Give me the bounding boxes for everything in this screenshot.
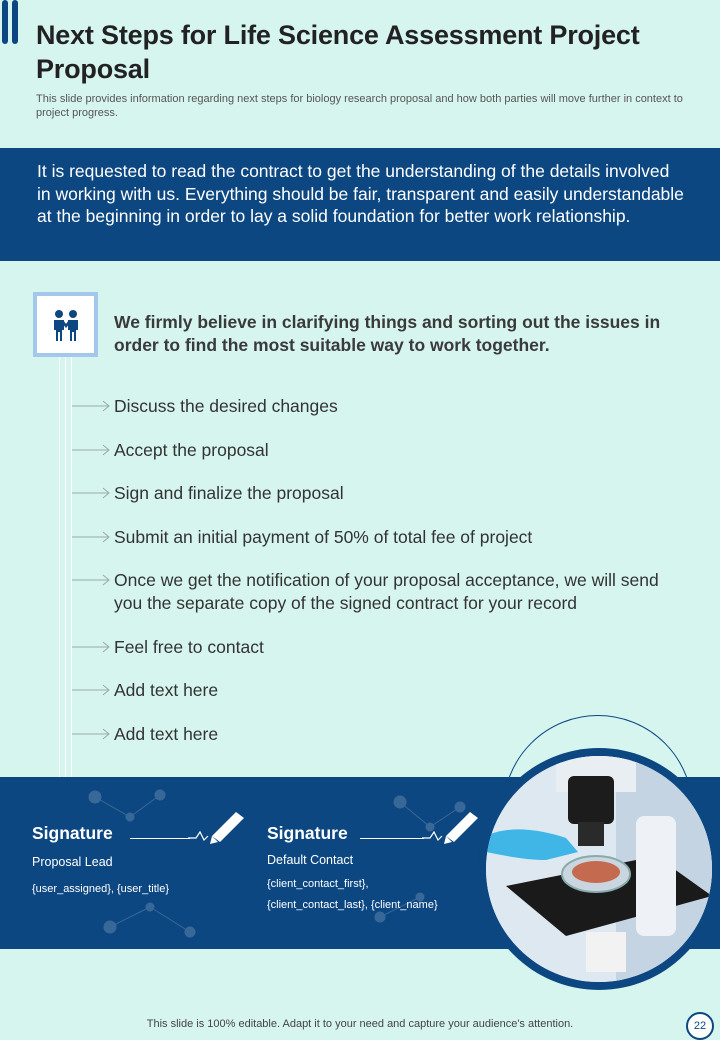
handshake-icon-box	[33, 292, 98, 357]
page-number: 22	[686, 1012, 714, 1040]
arrow-right-icon	[72, 531, 112, 543]
intro-text: It is requested to read the contract to get the understanding of the details involved in working with us. Everything should be fair, transparent and easily understandable at the beginning in order to lay a solid foundation for better work relationship.	[37, 161, 684, 226]
timeline-line	[59, 357, 60, 777]
signature-heading: Signature	[267, 823, 348, 843]
step-item: Submit an initial payment of 50% of total fee of project	[114, 527, 533, 547]
pen-signature-icon	[422, 808, 482, 844]
microscope-photo	[486, 756, 712, 982]
step-item: Add text here	[114, 680, 219, 700]
signature-role: Default Contact	[267, 853, 354, 867]
signature-line	[130, 838, 190, 839]
page-subtitle: This slide provides information regarding next steps for biology research proposal and how both parties will move further in context to project progress.	[36, 93, 683, 119]
step-item: Discuss the desired changes	[114, 396, 338, 416]
signature-line	[360, 838, 424, 839]
signature-fields: {user_assigned}, {user_title}	[32, 883, 169, 895]
pen-signature-icon	[188, 808, 248, 844]
timeline-line	[65, 357, 66, 777]
step-item: Sign and finalize the proposal	[114, 483, 344, 503]
arrow-right-icon	[72, 400, 112, 412]
page-title: Next Steps for Life Science Assessment Project Proposal	[36, 20, 640, 84]
footer-note: This slide is 100% editable. Adapt it to your need and capture your audience's attention.	[146, 1018, 574, 1030]
step-item: Feel free to contact	[114, 637, 264, 657]
handshake-people-icon	[49, 308, 83, 342]
arrow-right-icon	[72, 574, 112, 586]
arrow-right-icon	[72, 728, 112, 740]
lead-statement: We firmly believe in clarifying things and sorting out the issues in order to find the most suitable way to work together.	[114, 312, 661, 355]
step-item: Once we get the notification of your proposal acceptance, we will send you the separate copy of the signed contract for your record	[114, 570, 659, 613]
step-item: Add text here	[114, 724, 219, 744]
signature-heading: Signature	[32, 823, 113, 843]
signature-fields: {client_contact_first},	[267, 878, 369, 890]
arrow-right-icon	[72, 444, 112, 456]
step-item: Accept the proposal	[114, 440, 269, 460]
arrow-right-icon	[72, 641, 112, 653]
test-tubes-icon	[0, 0, 22, 48]
signature-fields: {client_contact_last}, {client_name}	[267, 899, 438, 911]
arrow-right-icon	[72, 684, 112, 696]
arrow-right-icon	[72, 487, 112, 499]
signature-role: Proposal Lead	[32, 855, 113, 869]
timeline-line	[71, 357, 72, 777]
